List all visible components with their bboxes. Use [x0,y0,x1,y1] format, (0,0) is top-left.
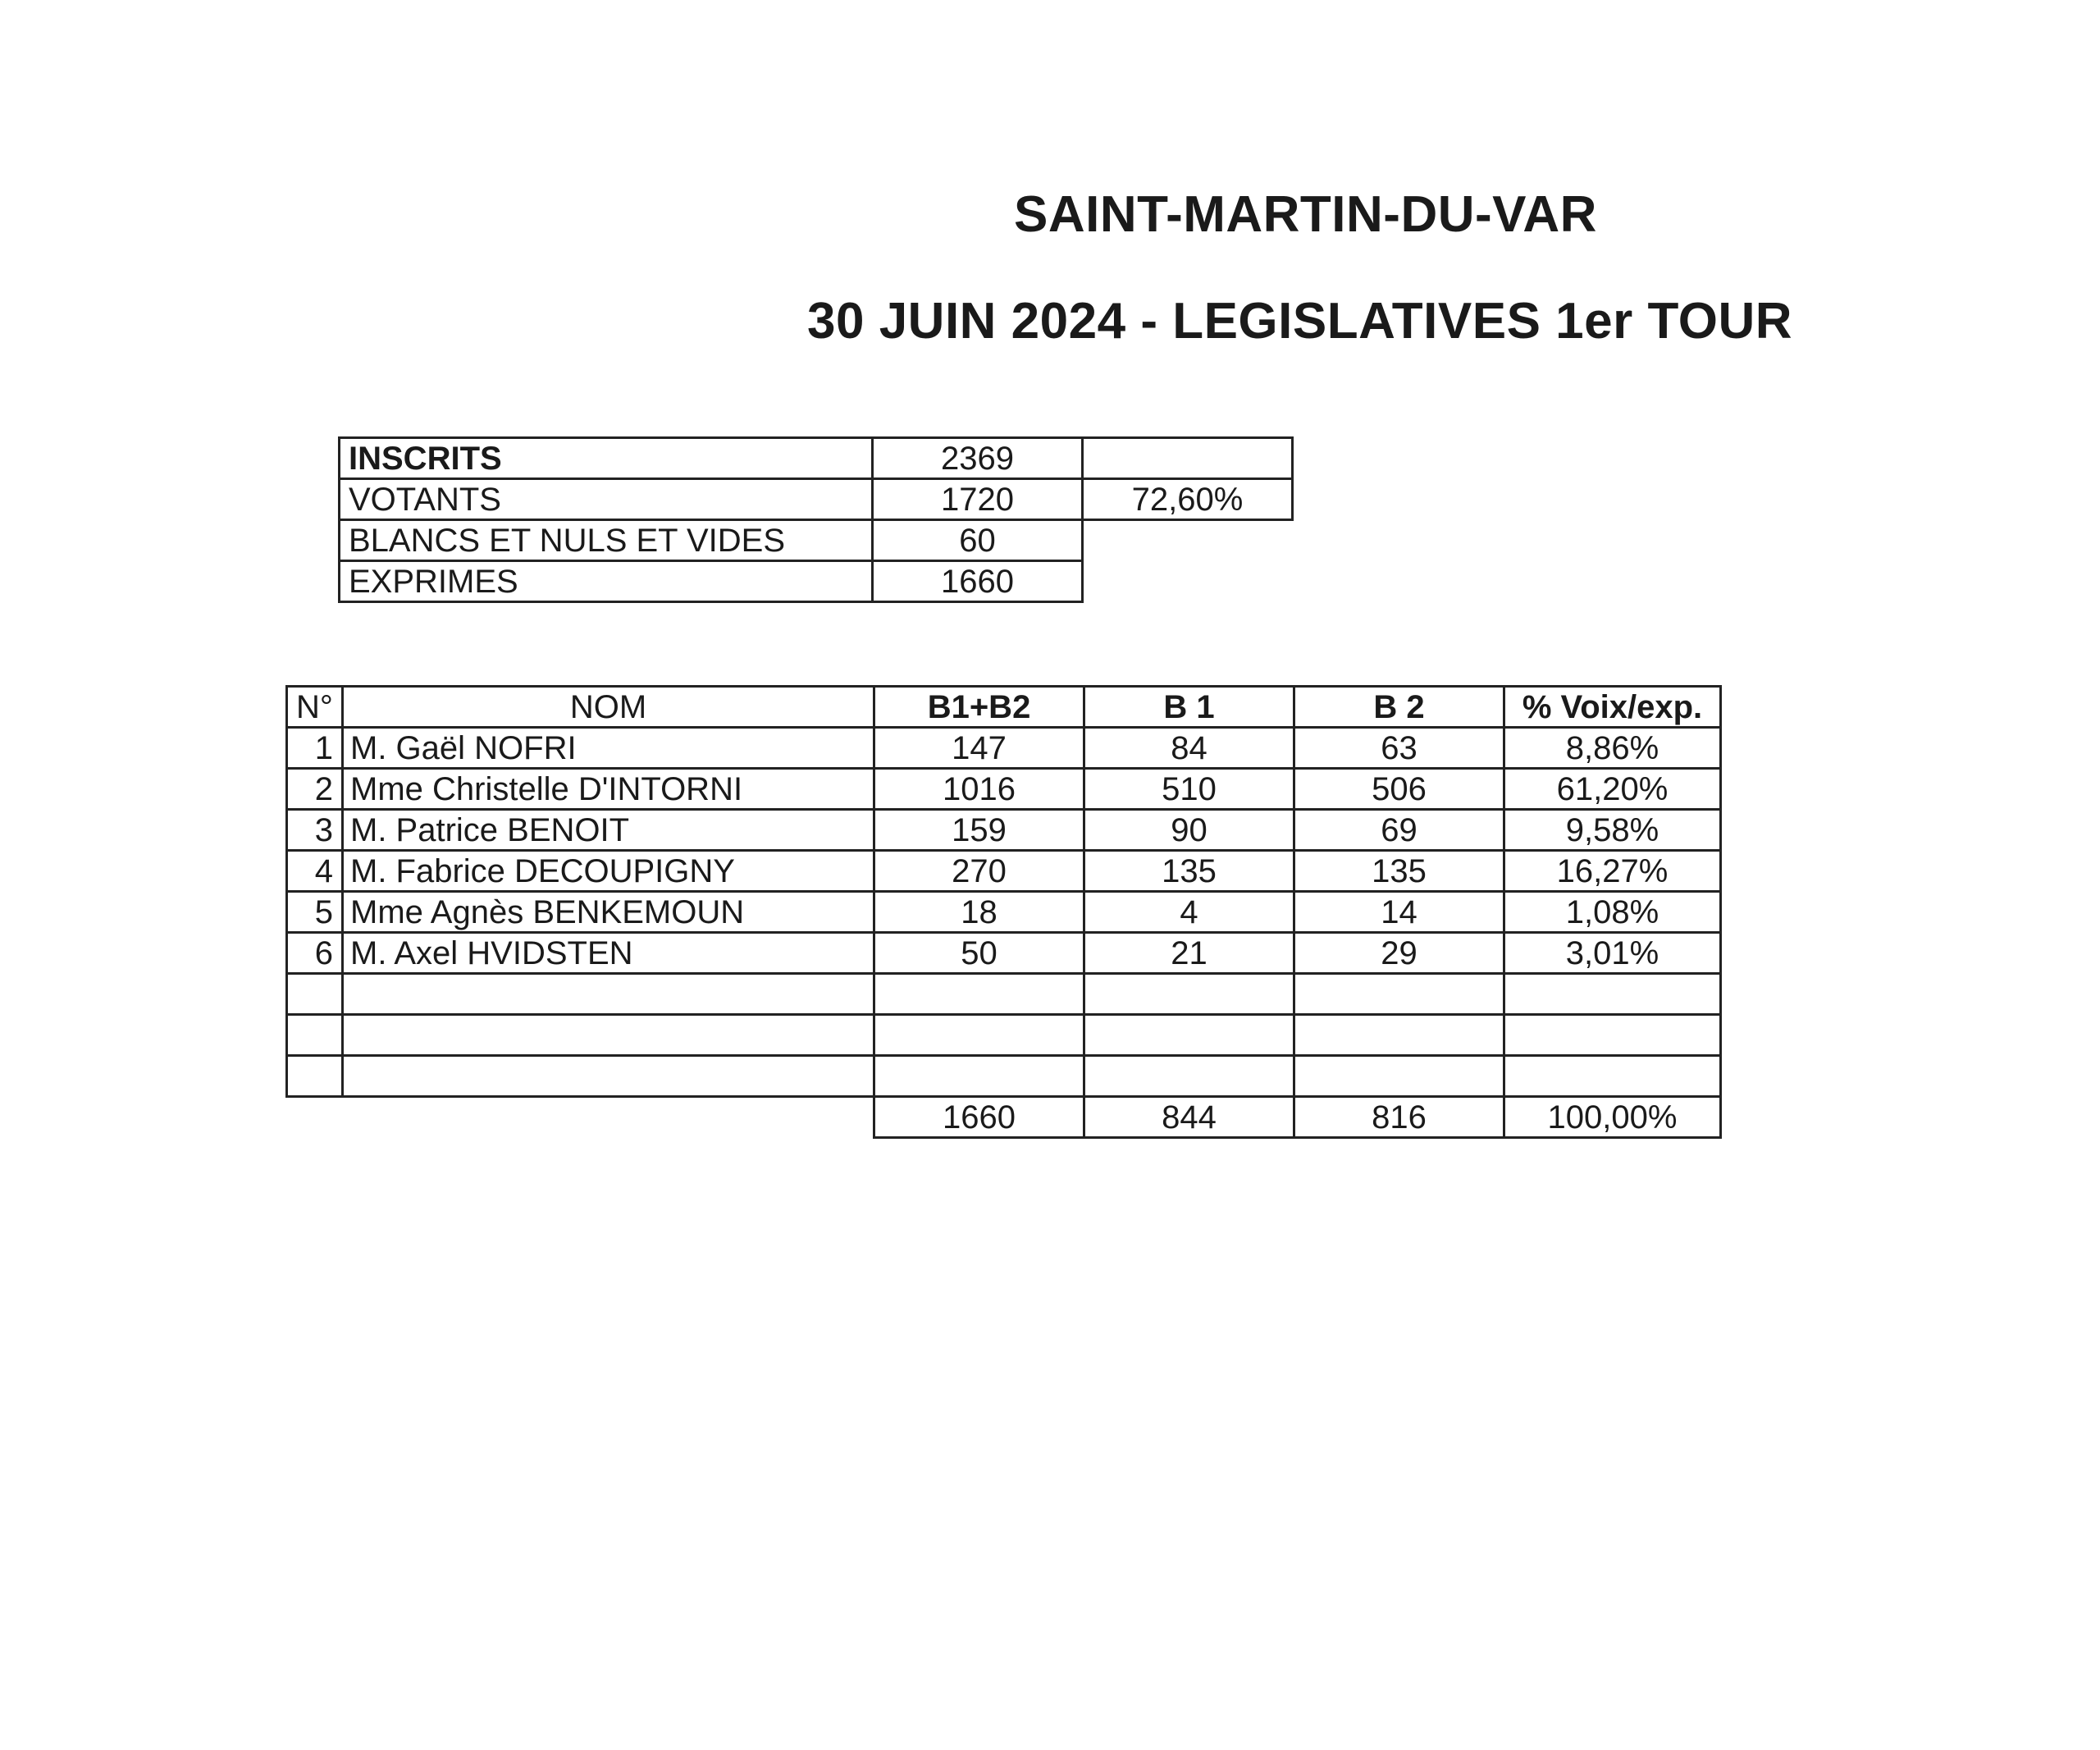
candidate-pct: 1,08% [1504,892,1721,933]
candidate-name: Mme Christelle D'INTORNI [343,769,874,810]
candidate-num: 2 [287,769,343,810]
summary-row-blancs-nuls [340,520,1293,561]
candidate-b2: 135 [1294,851,1504,892]
candidate-row [287,728,1721,769]
totals-b1: 844 [1084,1097,1294,1138]
candidate-name: Mme Agnès BENKEMOUN [343,892,874,933]
summary-label: INSCRITS [340,438,873,479]
totals-total: 1660 [874,1097,1084,1138]
candidate-total: 18 [874,892,1084,933]
results-table [285,685,1722,1139]
empty-cell [1504,974,1721,1015]
candidate-name: M. Gaël NOFRI [343,728,874,769]
empty-cell [874,1015,1084,1056]
candidate-name: M. Fabrice DECOUPIGNY [343,851,874,892]
summary-value: 2369 [873,438,1083,479]
summary-row-inscrits [340,438,1293,479]
empty-cell [1084,1015,1294,1056]
candidate-num: 3 [287,810,343,851]
candidate-b1: 510 [1084,769,1294,810]
empty-cell [1504,1015,1721,1056]
candidate-num: 6 [287,933,343,974]
totals-b2: 816 [1294,1097,1504,1138]
candidate-num: 5 [287,892,343,933]
empty-cell [1504,1056,1721,1097]
candidate-total: 159 [874,810,1084,851]
summary-table [338,436,1294,603]
empty-cell [1294,1056,1504,1097]
header-name: NOM [343,687,874,728]
empty-cell [874,974,1084,1015]
summary-label: BLANCS ET NULS ET VIDES [340,520,873,561]
empty-cell [874,1056,1084,1097]
summary-empty-cell [1083,561,1293,602]
summary-value: 60 [873,520,1083,561]
candidate-total: 50 [874,933,1084,974]
candidate-name: M. Axel HVIDSTEN [343,933,874,974]
candidate-total: 1016 [874,769,1084,810]
empty-cell [287,1015,343,1056]
candidate-total: 147 [874,728,1084,769]
candidate-b1: 90 [1084,810,1294,851]
candidate-row [287,933,1721,974]
empty-row [287,1015,1721,1056]
document-title: SAINT-MARTIN-DU-VAR [1014,186,1597,243]
candidate-b1: 84 [1084,728,1294,769]
candidate-row [287,892,1721,933]
summary-label: EXPRIMES [340,561,873,602]
empty-cell [287,1056,343,1097]
candidate-num: 1 [287,728,343,769]
header-b2: B 2 [1294,687,1504,728]
empty-row [287,1056,1721,1097]
candidate-row [287,810,1721,851]
candidate-b2: 14 [1294,892,1504,933]
candidate-pct: 8,86% [1504,728,1721,769]
candidate-row [287,851,1721,892]
candidate-b2: 29 [1294,933,1504,974]
empty-row [287,974,1721,1015]
summary-row-votants [340,479,1293,520]
results-header-row [287,687,1721,728]
header-pct: % Voix/exp. [1504,687,1721,728]
empty-cell [1084,974,1294,1015]
candidate-pct: 61,20% [1504,769,1721,810]
empty-cell [1294,974,1504,1015]
totals-pct: 100,00% [1504,1097,1721,1138]
candidate-b2: 506 [1294,769,1504,810]
candidate-num: 4 [287,851,343,892]
summary-row-exprimes [340,561,1293,602]
summary-participation: 72,60% [1083,479,1293,520]
empty-cell [343,1015,874,1056]
header-b1: B 1 [1084,687,1294,728]
candidate-b2: 63 [1294,728,1504,769]
candidate-pct: 3,01% [1504,933,1721,974]
candidate-row [287,769,1721,810]
header-total: B1+B2 [874,687,1084,728]
candidate-pct: 16,27% [1504,851,1721,892]
header-num: N° [287,687,343,728]
totals-spacer [343,1097,874,1138]
empty-cell [343,1056,874,1097]
candidate-total: 270 [874,851,1084,892]
candidate-b1: 4 [1084,892,1294,933]
summary-value: 1720 [873,479,1083,520]
candidate-b2: 69 [1294,810,1504,851]
empty-cell [287,974,343,1015]
totals-spacer [287,1097,343,1138]
document-subtitle: 30 JUIN 2024 - LEGISLATIVES 1er TOUR [807,293,1792,350]
candidate-pct: 9,58% [1504,810,1721,851]
empty-cell [1294,1015,1504,1056]
totals-row [287,1097,1721,1138]
summary-value: 1660 [873,561,1083,602]
candidate-b1: 21 [1084,933,1294,974]
candidate-b1: 135 [1084,851,1294,892]
summary-empty-cell [1083,520,1293,561]
empty-cell [343,974,874,1015]
summary-extra [1083,438,1293,479]
summary-label: VOTANTS [340,479,873,520]
candidate-name: M. Patrice BENOIT [343,810,874,851]
empty-cell [1084,1056,1294,1097]
